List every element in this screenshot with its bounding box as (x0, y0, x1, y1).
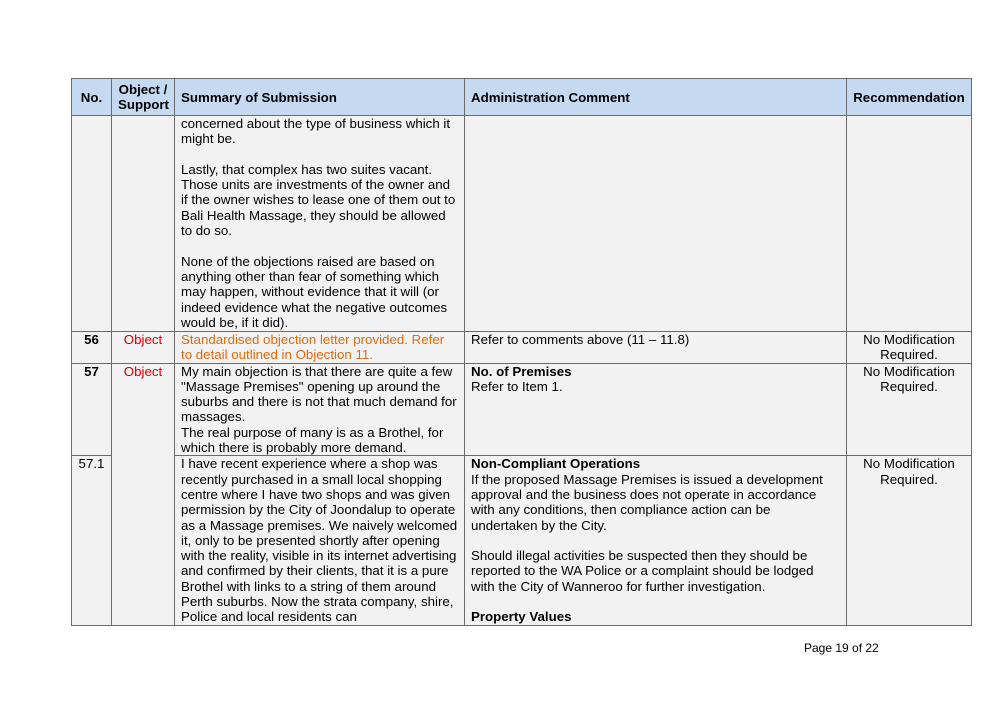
summary-text: Standardised objection letter provided. Refer to detail outlined in Objection 11. (175, 332, 465, 364)
cell-administration (465, 116, 847, 332)
header-recommendation: Recommendation (847, 79, 972, 116)
table-row (72, 456, 972, 625)
admin-comment: Refer to Item 1. (471, 378, 563, 394)
recommendation-text: No Modification Required. (847, 332, 972, 364)
object-label (112, 456, 175, 625)
header-no: No. (72, 79, 112, 116)
cell-administration (465, 363, 847, 456)
summary-text: I have recent experience where a shop was recently purchased in a small local shopping centre where I have two shops and was given permission by the City of Joondalup to operate as a Massage premises. We naively welcomed it, only to be presented shortly after opening with the reality, visible in its internet advertising and confirmed by their clients, that it is a pure Brothel with links to a string of them around Perth suburbs. Now the strata company, shire, Police and local residents can (175, 456, 465, 625)
header-object-line2: Support (118, 97, 169, 112)
table-row-continuation (72, 116, 972, 332)
recommendation-text: No Modification Required. (847, 456, 972, 625)
summary-paragraph: None of the objections raised are based on anything other than fear of something which may happen, without evidence that it will (or indeed evidence what the negative outcomes would be, if it did). (181, 253, 448, 330)
page-number: Page 19 of 22 (804, 641, 879, 655)
admin-comment: Refer to comments above (11 – 11.8) (465, 332, 847, 364)
admin-heading: Non-Compliant Operations (471, 456, 641, 472)
row-number: 56 (72, 332, 112, 364)
header-summary: Summary of Submission (175, 79, 465, 116)
admin-heading: Property Values (471, 609, 572, 625)
summary-paragraph: Lastly, that complex has two suites vacant. Those units are investments of the owner and if the owner wishes to lease one of them out to Bali Health Massage, they should be allowed to do so. (181, 161, 456, 239)
cell-object (112, 116, 175, 332)
cell-administration (465, 456, 847, 625)
admin-comment: If the proposed Massage Premises is issued a development approval and the business does not operate in accordance with any conditions, then compliance action can be undertaken by the City. (471, 471, 823, 533)
header-object-support (112, 79, 175, 116)
table-row (72, 332, 972, 364)
submissions-table (71, 78, 972, 626)
header-object-line1: Object / (118, 82, 168, 97)
table-header-row (72, 79, 972, 116)
object-label: Object (112, 363, 175, 456)
row-number: 57 (72, 363, 112, 456)
admin-comment: Should illegal activities be suspected then they should be reported to the WA Police or a complaint should be lodged with the City of Wanneroo for further investigation. (471, 548, 814, 594)
cell-no (72, 116, 112, 332)
row-number: 57.1 (72, 456, 112, 625)
cell-summary (175, 116, 465, 332)
cell-recommendation (847, 116, 972, 332)
object-label: Object (112, 332, 175, 364)
summary-text: My main objection is that there are quite a few "Massage Premises" opening up around the suburbs and there is not that much demand for massages. (181, 363, 457, 425)
admin-heading: No. of Premises (471, 363, 572, 379)
header-administration: Administration Comment (465, 79, 847, 116)
summary-paragraph: concerned about the type of business which it might be. (181, 116, 451, 147)
cell-summary (175, 363, 465, 456)
summary-text: The real purpose of many is as a Brothel, for which there is probably more demand. (181, 424, 444, 456)
recommendation-text: No Modification Required. (847, 363, 972, 456)
table-row (72, 363, 972, 456)
